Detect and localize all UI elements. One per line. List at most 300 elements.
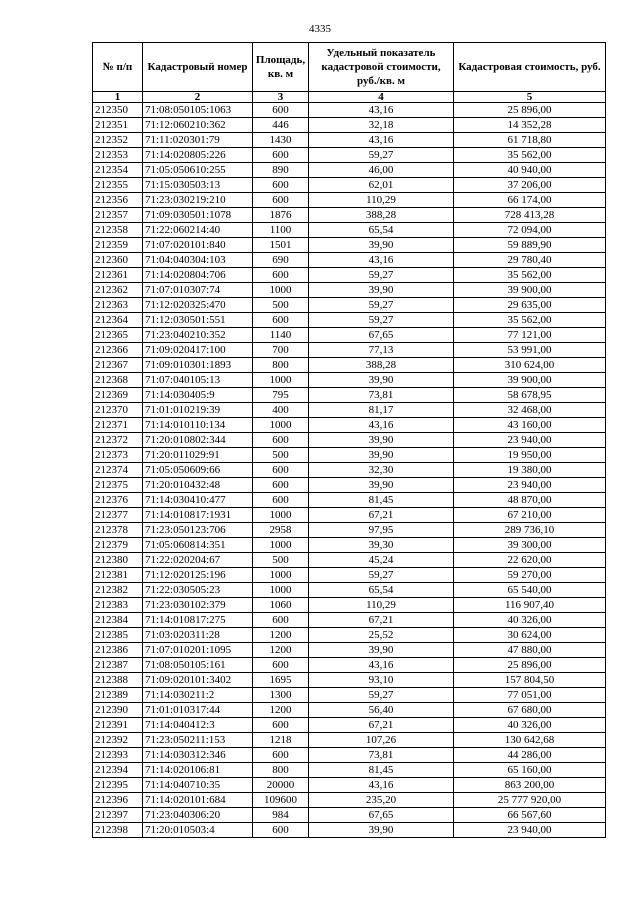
table-row (93, 748, 606, 763)
row-number-cell: 212371 (93, 418, 143, 433)
cadastral-value-cell: 29 780,40 (454, 253, 606, 268)
cadastral-value-cell: 23 940,00 (454, 823, 606, 838)
row-number-cell: 212394 (93, 763, 143, 778)
table-row (93, 268, 606, 283)
unit-rate-cell: 32,30 (309, 463, 454, 478)
header-cadastral-number: Кадастровый номер (143, 43, 253, 92)
table-row (93, 388, 606, 403)
row-number-cell: 212382 (93, 583, 143, 598)
table-row (93, 688, 606, 703)
cadastral-value-cell: 863 200,00 (454, 778, 606, 793)
table-row (93, 103, 606, 118)
unit-rate-cell: 59,27 (309, 568, 454, 583)
cadastral-value-cell: 289 736,10 (454, 523, 606, 538)
cadastral-value-cell: 40 326,00 (454, 718, 606, 733)
area-cell: 1876 (253, 208, 309, 223)
table-row (93, 433, 606, 448)
cadastral-value-cell: 728 413,28 (454, 208, 606, 223)
table-row (93, 823, 606, 838)
cadastral-number-cell: 71:08:050105:1063 (143, 103, 253, 118)
unit-rate-cell: 39,90 (309, 433, 454, 448)
cadastral-number-cell: 71:12:020125:196 (143, 568, 253, 583)
table-row (93, 793, 606, 808)
table-row (93, 238, 606, 253)
table-row (93, 568, 606, 583)
cadastral-number-cell: 71:14:040710:35 (143, 778, 253, 793)
area-cell: 1140 (253, 328, 309, 343)
cadastral-value-cell: 77 051,00 (454, 688, 606, 703)
unit-rate-cell: 32,18 (309, 118, 454, 133)
cadastral-number-cell: 71:20:010432:48 (143, 478, 253, 493)
row-number-cell: 212357 (93, 208, 143, 223)
column-number: 3 (253, 92, 309, 103)
row-number-cell: 212390 (93, 703, 143, 718)
table-row (93, 643, 606, 658)
cadastral-value-cell: 48 870,00 (454, 493, 606, 508)
unit-rate-cell: 67,21 (309, 508, 454, 523)
row-number-cell: 212384 (93, 613, 143, 628)
row-number-cell: 212372 (93, 433, 143, 448)
row-number-cell: 212388 (93, 673, 143, 688)
row-number-cell: 212396 (93, 793, 143, 808)
unit-rate-cell: 43,16 (309, 778, 454, 793)
cadastral-number-cell: 71:23:040306:20 (143, 808, 253, 823)
cadastral-number-cell: 71:14:030410:477 (143, 493, 253, 508)
cadastral-value-cell: 59 270,00 (454, 568, 606, 583)
cadastral-number-cell: 71:09:010301:1893 (143, 358, 253, 373)
unit-rate-cell: 62,01 (309, 178, 454, 193)
unit-rate-cell: 59,27 (309, 268, 454, 283)
cadastral-value-cell: 67 680,00 (454, 703, 606, 718)
row-number-cell: 212361 (93, 268, 143, 283)
row-number-cell: 212385 (93, 628, 143, 643)
header-area: Площадь, кв. м (253, 43, 309, 92)
table-row (93, 523, 606, 538)
unit-rate-cell: 39,90 (309, 238, 454, 253)
table-row (93, 418, 606, 433)
cadastral-number-cell: 71:23:030102:379 (143, 598, 253, 613)
cadastral-number-cell: 71:12:060210:362 (143, 118, 253, 133)
row-number-cell: 212369 (93, 388, 143, 403)
row-number-cell: 212379 (93, 538, 143, 553)
cadastral-value-cell: 32 468,00 (454, 403, 606, 418)
cadastral-number-cell: 71:04:040304:103 (143, 253, 253, 268)
column-number: 1 (93, 92, 143, 103)
area-cell: 984 (253, 808, 309, 823)
cadastral-value-cell: 14 352,28 (454, 118, 606, 133)
table-row (93, 808, 606, 823)
row-number-cell: 212368 (93, 373, 143, 388)
cadastral-value-cell: 35 562,00 (454, 313, 606, 328)
cadastral-value-cell: 19 950,00 (454, 448, 606, 463)
cadastral-number-cell: 71:01:010317:44 (143, 703, 253, 718)
unit-rate-cell: 93,10 (309, 673, 454, 688)
unit-rate-cell: 81,45 (309, 763, 454, 778)
unit-rate-cell: 110,29 (309, 193, 454, 208)
cadastral-value-table (92, 42, 606, 838)
area-cell: 800 (253, 358, 309, 373)
row-number-cell: 212364 (93, 313, 143, 328)
row-number-cell: 212397 (93, 808, 143, 823)
column-number: 5 (454, 92, 606, 103)
area-cell: 1218 (253, 733, 309, 748)
table-row (93, 703, 606, 718)
cadastral-number-cell: 71:14:010110:134 (143, 418, 253, 433)
table-row (93, 253, 606, 268)
area-cell: 600 (253, 148, 309, 163)
row-number-cell: 212373 (93, 448, 143, 463)
row-number-cell: 212352 (93, 133, 143, 148)
table-row (93, 163, 606, 178)
cadastral-value-cell: 35 562,00 (454, 148, 606, 163)
table-row (93, 778, 606, 793)
cadastral-value-cell: 25 896,00 (454, 103, 606, 118)
table-row (93, 493, 606, 508)
area-cell: 1200 (253, 703, 309, 718)
unit-rate-cell: 65,54 (309, 583, 454, 598)
area-cell: 600 (253, 433, 309, 448)
row-number-cell: 212356 (93, 193, 143, 208)
area-cell: 109600 (253, 793, 309, 808)
area-cell: 446 (253, 118, 309, 133)
table-row (93, 133, 606, 148)
cadastral-number-cell: 71:14:010817:1931 (143, 508, 253, 523)
header-unit-rate: Удельный показатель кадастровой стоимости, руб./кв. м (309, 43, 454, 92)
area-cell: 1000 (253, 538, 309, 553)
unit-rate-cell: 39,90 (309, 373, 454, 388)
cadastral-value-cell: 39 900,00 (454, 283, 606, 298)
unit-rate-cell: 39,30 (309, 538, 454, 553)
table-row (93, 673, 606, 688)
area-cell: 500 (253, 553, 309, 568)
unit-rate-cell: 59,27 (309, 148, 454, 163)
unit-rate-cell: 59,27 (309, 298, 454, 313)
cadastral-value-cell: 19 380,00 (454, 463, 606, 478)
unit-rate-cell: 43,16 (309, 133, 454, 148)
unit-rate-cell: 59,27 (309, 688, 454, 703)
column-number-row (93, 92, 606, 103)
cadastral-value-cell: 43 160,00 (454, 418, 606, 433)
row-number-cell: 212377 (93, 508, 143, 523)
unit-rate-cell: 67,65 (309, 808, 454, 823)
unit-rate-cell: 67,21 (309, 613, 454, 628)
cadastral-value-cell: 157 804,50 (454, 673, 606, 688)
table-row (93, 613, 606, 628)
cadastral-value-cell: 35 562,00 (454, 268, 606, 283)
table-row (93, 658, 606, 673)
table-row (93, 448, 606, 463)
area-cell: 1200 (253, 643, 309, 658)
unit-rate-cell: 388,28 (309, 208, 454, 223)
cadastral-number-cell: 71:14:030312:346 (143, 748, 253, 763)
cadastral-number-cell: 71:23:050211:153 (143, 733, 253, 748)
cadastral-number-cell: 71:12:020325:470 (143, 298, 253, 313)
unit-rate-cell: 39,90 (309, 643, 454, 658)
cadastral-value-cell: 40 940,00 (454, 163, 606, 178)
cadastral-value-cell: 65 540,00 (454, 583, 606, 598)
cadastral-number-cell: 71:07:010307:74 (143, 283, 253, 298)
cadastral-number-cell: 71:09:020417:100 (143, 343, 253, 358)
unit-rate-cell: 81,17 (309, 403, 454, 418)
row-number-cell: 212374 (93, 463, 143, 478)
cadastral-number-cell: 71:23:030219:210 (143, 193, 253, 208)
unit-rate-cell: 73,81 (309, 748, 454, 763)
table-row (93, 553, 606, 568)
row-number-cell: 212383 (93, 598, 143, 613)
unit-rate-cell: 56,40 (309, 703, 454, 718)
area-cell: 1430 (253, 133, 309, 148)
unit-rate-cell: 81,45 (309, 493, 454, 508)
row-number-cell: 212354 (93, 163, 143, 178)
table-row (93, 358, 606, 373)
cadastral-number-cell: 71:15:030503:13 (143, 178, 253, 193)
unit-rate-cell: 388,28 (309, 358, 454, 373)
row-number-cell: 212360 (93, 253, 143, 268)
area-cell: 600 (253, 103, 309, 118)
cadastral-number-cell: 71:14:020106:81 (143, 763, 253, 778)
column-number: 4 (309, 92, 454, 103)
unit-rate-cell: 65,54 (309, 223, 454, 238)
table-row (93, 583, 606, 598)
cadastral-value-cell: 61 718,80 (454, 133, 606, 148)
row-number-cell: 212375 (93, 478, 143, 493)
area-cell: 500 (253, 448, 309, 463)
row-number-cell: 212358 (93, 223, 143, 238)
cadastral-value-cell: 44 286,00 (454, 748, 606, 763)
cadastral-number-cell: 71:14:020804:706 (143, 268, 253, 283)
row-number-cell: 212366 (93, 343, 143, 358)
area-cell: 1695 (253, 673, 309, 688)
row-number-cell: 212380 (93, 553, 143, 568)
row-number-cell: 212362 (93, 283, 143, 298)
row-number-cell: 212395 (93, 778, 143, 793)
cadastral-number-cell: 71:22:020204:67 (143, 553, 253, 568)
unit-rate-cell: 73,81 (309, 388, 454, 403)
cadastral-number-cell: 71:23:040210:352 (143, 328, 253, 343)
table-row (93, 373, 606, 388)
table-row (93, 298, 606, 313)
table-row (93, 223, 606, 238)
page-number: 4335 (309, 23, 331, 35)
table-row (93, 763, 606, 778)
cadastral-value-cell: 67 210,00 (454, 508, 606, 523)
cadastral-number-cell: 71:14:030211:2 (143, 688, 253, 703)
area-cell: 400 (253, 403, 309, 418)
unit-rate-cell: 67,21 (309, 718, 454, 733)
table-row (93, 538, 606, 553)
table-row (93, 178, 606, 193)
cadastral-value-cell: 39 900,00 (454, 373, 606, 388)
table-row (93, 328, 606, 343)
area-cell: 600 (253, 478, 309, 493)
cadastral-number-cell: 71:11:020301:79 (143, 133, 253, 148)
unit-rate-cell: 97,95 (309, 523, 454, 538)
area-cell: 2958 (253, 523, 309, 538)
cadastral-number-cell: 71:20:010503:4 (143, 823, 253, 838)
area-cell: 600 (253, 178, 309, 193)
cadastral-value-cell: 22 620,00 (454, 553, 606, 568)
row-number-cell: 212386 (93, 643, 143, 658)
area-cell: 1000 (253, 583, 309, 598)
area-cell: 600 (253, 823, 309, 838)
cadastral-number-cell: 71:14:040412:3 (143, 718, 253, 733)
row-number-cell: 212392 (93, 733, 143, 748)
unit-rate-cell: 107,26 (309, 733, 454, 748)
column-number: 2 (143, 92, 253, 103)
unit-rate-cell: 39,90 (309, 448, 454, 463)
cadastral-number-cell: 71:23:050123:706 (143, 523, 253, 538)
table-row (93, 313, 606, 328)
cadastral-number-cell: 71:05:050609:66 (143, 463, 253, 478)
area-cell: 690 (253, 253, 309, 268)
unit-rate-cell: 25,52 (309, 628, 454, 643)
header-row-number: № п/п (93, 43, 143, 92)
cadastral-value-cell: 59 889,90 (454, 238, 606, 253)
cadastral-value-cell: 23 940,00 (454, 478, 606, 493)
row-number-cell: 212391 (93, 718, 143, 733)
table-row (93, 463, 606, 478)
cadastral-number-cell: 71:20:010802:344 (143, 433, 253, 448)
unit-rate-cell: 46,00 (309, 163, 454, 178)
row-number-cell: 212363 (93, 298, 143, 313)
area-cell: 1501 (253, 238, 309, 253)
cadastral-number-cell: 71:08:050105:161 (143, 658, 253, 673)
row-number-cell: 212367 (93, 358, 143, 373)
area-cell: 600 (253, 313, 309, 328)
cadastral-value-cell: 65 160,00 (454, 763, 606, 778)
unit-rate-cell: 43,16 (309, 103, 454, 118)
cadastral-number-cell: 71:07:040105:13 (143, 373, 253, 388)
area-cell: 1200 (253, 628, 309, 643)
cadastral-value-cell: 40 326,00 (454, 613, 606, 628)
cadastral-value-cell: 37 206,00 (454, 178, 606, 193)
row-number-cell: 212370 (93, 403, 143, 418)
cadastral-number-cell: 71:03:020311:28 (143, 628, 253, 643)
cadastral-number-cell: 71:01:010219:39 (143, 403, 253, 418)
table-row (93, 343, 606, 358)
cadastral-number-cell: 71:20:011029:91 (143, 448, 253, 463)
unit-rate-cell: 43,16 (309, 418, 454, 433)
cadastral-number-cell: 71:14:030405:9 (143, 388, 253, 403)
row-number-cell: 212389 (93, 688, 143, 703)
table-row (93, 628, 606, 643)
table-row (93, 718, 606, 733)
table-row (93, 283, 606, 298)
row-number-cell: 212398 (93, 823, 143, 838)
area-cell: 1300 (253, 688, 309, 703)
area-cell: 1000 (253, 508, 309, 523)
cadastral-value-cell: 29 635,00 (454, 298, 606, 313)
table-row (93, 193, 606, 208)
area-cell: 700 (253, 343, 309, 358)
row-number-cell: 212378 (93, 523, 143, 538)
cadastral-value-cell: 47 880,00 (454, 643, 606, 658)
area-cell: 600 (253, 658, 309, 673)
row-number-cell: 212387 (93, 658, 143, 673)
cadastral-number-cell: 71:12:030501:551 (143, 313, 253, 328)
table-row (93, 403, 606, 418)
cadastral-number-cell: 71:07:020101:840 (143, 238, 253, 253)
cadastral-number-cell: 71:22:060214:40 (143, 223, 253, 238)
unit-rate-cell: 43,16 (309, 658, 454, 673)
cadastral-number-cell: 71:22:030505:23 (143, 583, 253, 598)
area-cell: 600 (253, 268, 309, 283)
cadastral-number-cell: 71:09:030501:1078 (143, 208, 253, 223)
header-cadastral-value: Кадастровая стоимость, руб. (454, 43, 606, 92)
cadastral-value-cell: 23 940,00 (454, 433, 606, 448)
table-row (93, 118, 606, 133)
table-row (93, 733, 606, 748)
cadastral-value-cell: 66 174,00 (454, 193, 606, 208)
table-row (93, 148, 606, 163)
row-number-cell: 212376 (93, 493, 143, 508)
cadastral-value-cell: 25 896,00 (454, 658, 606, 673)
area-cell: 800 (253, 763, 309, 778)
cadastral-value-cell: 30 624,00 (454, 628, 606, 643)
cadastral-value-cell: 116 907,40 (454, 598, 606, 613)
area-cell: 1100 (253, 223, 309, 238)
cadastral-value-cell: 58 678,95 (454, 388, 606, 403)
row-number-cell: 212381 (93, 568, 143, 583)
unit-rate-cell: 39,90 (309, 823, 454, 838)
cadastral-value-cell: 25 777 920,00 (454, 793, 606, 808)
cadastral-value-cell: 53 991,00 (454, 343, 606, 358)
table-row (93, 508, 606, 523)
area-cell: 795 (253, 388, 309, 403)
unit-rate-cell: 67,65 (309, 328, 454, 343)
cadastral-number-cell: 71:14:020805:226 (143, 148, 253, 163)
row-number-cell: 212355 (93, 178, 143, 193)
row-number-cell: 212393 (93, 748, 143, 763)
cadastral-value-cell: 77 121,00 (454, 328, 606, 343)
unit-rate-cell: 235,20 (309, 793, 454, 808)
area-cell: 600 (253, 493, 309, 508)
cadastral-number-cell: 71:05:060814:351 (143, 538, 253, 553)
area-cell: 1000 (253, 568, 309, 583)
cadastral-value-cell: 66 567,60 (454, 808, 606, 823)
area-cell: 1060 (253, 598, 309, 613)
area-cell: 20000 (253, 778, 309, 793)
row-number-cell: 212365 (93, 328, 143, 343)
unit-rate-cell: 43,16 (309, 253, 454, 268)
area-cell: 600 (253, 718, 309, 733)
unit-rate-cell: 59,27 (309, 313, 454, 328)
cadastral-value-cell: 130 642,68 (454, 733, 606, 748)
area-cell: 1000 (253, 373, 309, 388)
row-number-cell: 212350 (93, 103, 143, 118)
cadastral-number-cell: 71:09:020101:3402 (143, 673, 253, 688)
table-row (93, 478, 606, 493)
cadastral-number-cell: 71:05:050610:255 (143, 163, 253, 178)
cadastral-value-cell: 39 300,00 (454, 538, 606, 553)
table-body (93, 103, 606, 838)
cadastral-value-cell: 310 624,00 (454, 358, 606, 373)
cadastral-value-cell: 72 094,00 (454, 223, 606, 238)
unit-rate-cell: 39,90 (309, 283, 454, 298)
cadastral-number-cell: 71:07:010201:1095 (143, 643, 253, 658)
area-cell: 500 (253, 298, 309, 313)
header-row (93, 43, 606, 92)
cadastral-number-cell: 71:14:010817:275 (143, 613, 253, 628)
area-cell: 600 (253, 613, 309, 628)
area-cell: 1000 (253, 418, 309, 433)
unit-rate-cell: 39,90 (309, 478, 454, 493)
unit-rate-cell: 77,13 (309, 343, 454, 358)
area-cell: 1000 (253, 283, 309, 298)
row-number-cell: 212351 (93, 118, 143, 133)
row-number-cell: 212359 (93, 238, 143, 253)
row-number-cell: 212353 (93, 148, 143, 163)
